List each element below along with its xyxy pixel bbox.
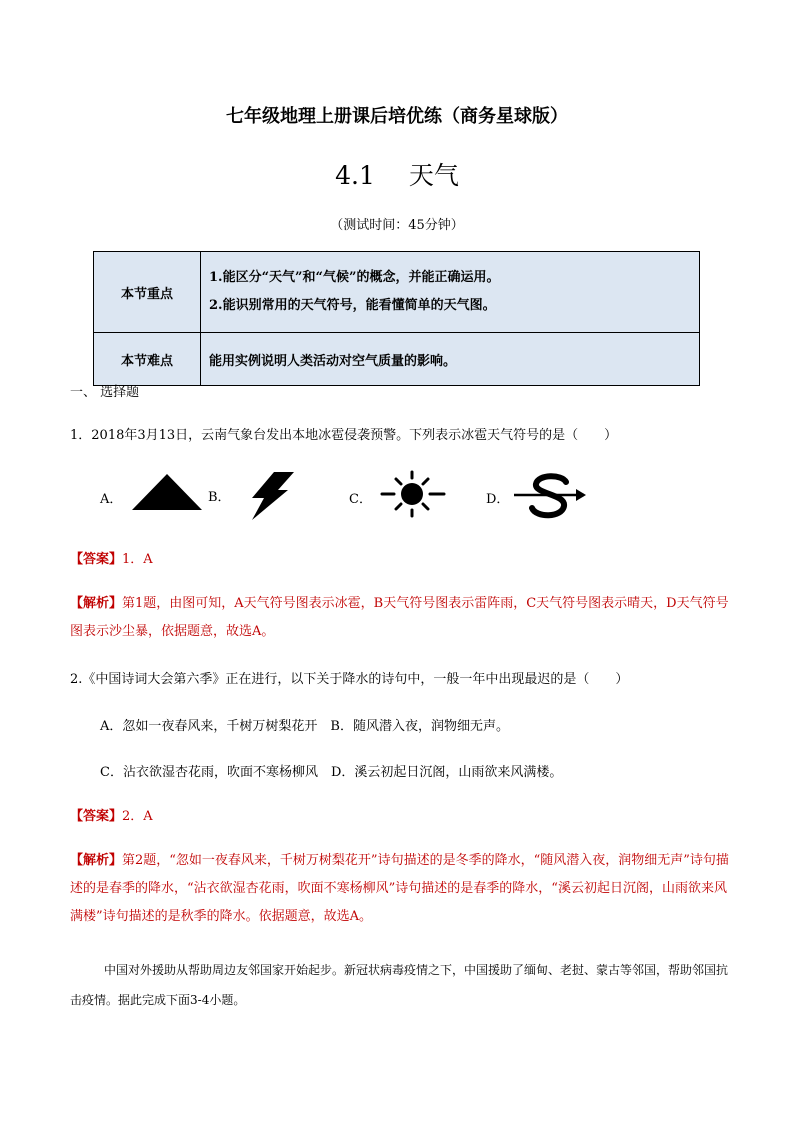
time-note: （测试时间：45分钟） xyxy=(330,218,464,233)
q1-explanation xyxy=(70,590,730,646)
q1-option-b-label: B． xyxy=(208,490,231,505)
q1-option-a-label: A． xyxy=(100,492,123,507)
q1-option-c-label: C． xyxy=(349,492,372,507)
explanation-tag: 【解析】 xyxy=(70,853,123,868)
difficulty-row xyxy=(94,333,700,386)
sun-icon xyxy=(374,470,450,522)
question-1-stem: 1．2018年3月13日，云南气象台发出本地冰雹侵袭预警。下列表示冰雹天气符号的是（ ） xyxy=(70,428,618,443)
page-title: 七年级地理上册课后培优练（商务星球版） xyxy=(226,106,568,127)
difficulty-content: 能用实例说明人类活动对空气质量的影响。 xyxy=(201,333,700,386)
q2-answer xyxy=(70,805,153,824)
answer-tag: 【答案】 xyxy=(70,552,123,567)
explanation-tag: 【解析】 xyxy=(70,596,123,611)
lesson-number: 4.1 xyxy=(335,161,375,190)
reading-passage: 中国对外援助从帮助周边友邻国家开始起步。新冠状病毒疫情之下，中国援助了缅甸、老挝、蒙古等邻国，帮助邻国抗击疫情。据此完成下面3-4小题。 xyxy=(70,963,729,1007)
focus-row xyxy=(94,252,700,333)
lesson-title: 天气 xyxy=(408,161,459,190)
lesson-heading xyxy=(0,156,794,192)
difficulty-label: 本节难点 xyxy=(94,333,201,386)
hail-triangle-icon xyxy=(128,472,206,512)
focus-content xyxy=(201,252,700,333)
q1-option-d-label: D． xyxy=(486,492,510,507)
q2-options-line-2: C．沾衣欲湿杏花雨，吹面不寒杨柳风 D．溪云初起日沉阁，山雨欲来风满楼。 xyxy=(100,765,563,780)
answer-value: 2．A xyxy=(122,809,153,824)
q2-explanation xyxy=(70,847,730,931)
explanation-text: 第2题，“忽如一夜春风来，千树万树梨花开”诗句描述的是冬季的降水，“随风潜入夜，润物细无声”诗句描述的是春季的降水，“沾衣欲湿杏花雨，吹面不寒杨柳风”诗句描述的是春季的降水，“溪云初起日沉阁，山雨欲来风满楼”诗句描述的是秋季的降水。依据题意，故选A。 xyxy=(70,853,729,924)
answer-value: 1．A xyxy=(122,552,153,567)
section-title: 一、 选择题 xyxy=(70,385,140,400)
dust-s-icon xyxy=(512,470,590,522)
explanation-text: 第1题，由图可知，A天气符号图表示冰雹，B天气符号图表示雷阵雨，C天气符号图表示晴天，D天气符号图表示沙尘暴，依据题意，故选A。 xyxy=(70,596,729,639)
focus-item: 1.能区分“天气”和“气候”的概念，并能正确运用。 xyxy=(209,270,500,285)
answer-tag: 【答案】 xyxy=(70,809,123,824)
lightning-icon xyxy=(244,470,296,522)
q1-answer xyxy=(70,548,153,567)
focus-item: 2.能识别常用的天气符号，能看懂简单的天气图。 xyxy=(209,298,496,313)
question-2-stem: 2.《中国诗词大会第六季》正在进行，以下关于降水的诗句中，一般一年中出现最迟的是（ ） xyxy=(70,672,629,687)
q2-options-line-1: A．忽如一夜春风来，千树万树梨花开 B．随风潜入夜，润物细无声。 xyxy=(100,719,509,734)
keypoints-table xyxy=(93,251,700,386)
focus-label: 本节重点 xyxy=(94,252,201,333)
